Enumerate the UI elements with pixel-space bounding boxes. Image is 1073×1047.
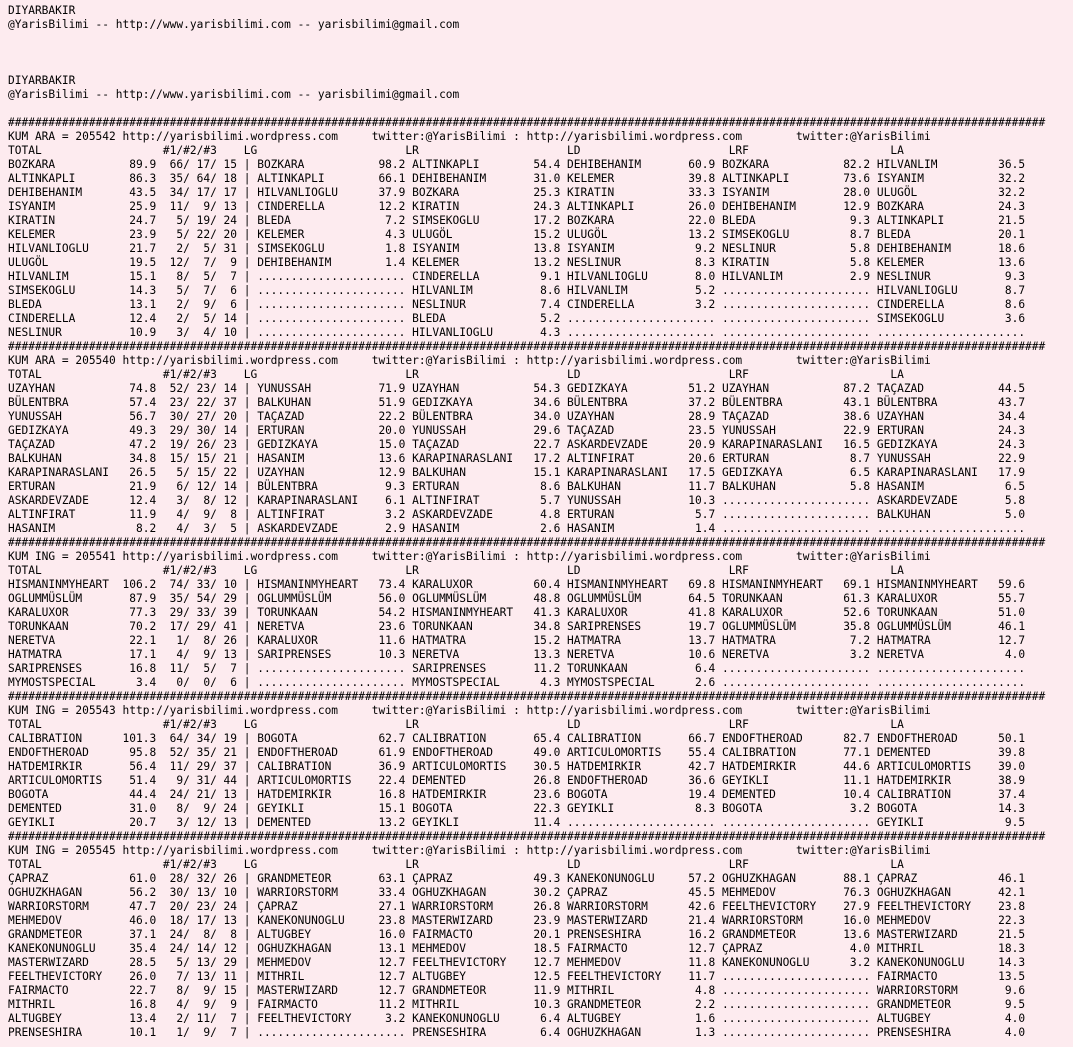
table-row: TORUNKAAN 70.2 17/ 29/ 41 | NERETVA 23.6 TORUNKAAN 34.8 SARIPRENSES 19.7 OGLUMMÜSLÜM 35.8 OGLUMMÜSLÜM 46.1 [8, 620, 1026, 633]
race-header: KUM ING = 205543 http://yarisbilimi.wordpress.com twitter:@YarisBilimi : http://yarisbilimi.wordpress.com twitter:@YarisBilimi [8, 704, 931, 717]
section-separator: ########################################################################################################################################################## [8, 340, 1046, 353]
race-header: KUM ARA = 205540 http://yarisbilimi.wordpress.com twitter:@YarisBilimi : http://yarisbilimi.wordpress.com twitter:@YarisBilimi [8, 354, 931, 367]
table-row: ALTUGBEY 13.4 2/ 11/ 7 | FEELTHEVICTORY 3.2 KANEKONUNOGLU 6.4 ALTUGBEY 1.6 ...................... ALTUGBEY 4.0 [8, 1012, 1026, 1025]
table-row: DEMENTED 31.0 8/ 9/ 24 | GEYIKLI 15.1 BOGOTA 22.3 GEYIKLI 8.3 BOGOTA 3.2 BOGOTA 14.3 [8, 802, 1026, 815]
table-row: ENDOFTHEROAD 95.8 52/ 35/ 21 | ENDOFTHEROAD 61.9 ENDOFTHEROAD 49.0 ARTICULOMORTIS 55.4 CALIBRATION 77.1 DEMENTED 39.8 [8, 746, 1026, 759]
section-separator: ########################################################################################################################################################## [8, 116, 1046, 129]
page-title: DIYARBAKIR [8, 4, 76, 17]
table-row: GRANDMETEOR 37.1 24/ 8/ 8 | ALTUGBEY 16.0 FAIRMACTO 20.1 PRENSESHIRA 16.2 GRANDMETEOR 13.6 MASTERWIZARD 21.5 [8, 928, 1026, 941]
table-row: WARRIORSTORM 47.7 20/ 23/ 24 | ÇAPRAZ 27.1 WARRIORSTORM 26.8 WARRIORSTORM 42.6 FEELTHEVICTORY 27.9 FEELTHEVICTORY 23.8 [8, 900, 1026, 913]
table-row: ERTURAN 21.9 6/ 12/ 14 | BÜLENTBRA 9.3 ERTURAN 8.6 BALKUHAN 11.7 BALKUHAN 5.8 HASANIM 6.5 [8, 480, 1026, 493]
table-row: DEHIBEHANIM 43.5 34/ 17/ 17 | HILVANLIOGLU 37.9 BOZKARA 25.3 KIRATIN 33.3 ISYANIM 28.0 ULUGÖL 32.2 [8, 186, 1026, 199]
column-header: TOTAL #1/#2/#3 LG LR LD LRF LA [8, 144, 904, 157]
table-row: BOGOTA 44.4 24/ 21/ 13 | HATDEMIRKIR 16.8 HATDEMIRKIR 23.6 BOGOTA 19.4 DEMENTED 10.4 CALIBRATION 37.4 [8, 788, 1026, 801]
table-row: SIMSEKOGLU 14.3 5/ 7/ 6 | ...................... HILVANLIM 8.6 HILVANLIM 5.2 ...................... HILVANLIOGLU 8.7 [8, 284, 1026, 297]
blank-line [8, 60, 1073, 74]
table-row: HATDEMIRKIR 56.4 11/ 29/ 37 | CALIBRATION 36.9 ARTICULOMORTIS 30.5 HATDEMIRKIR 42.7 HATDEMIRKIR 44.6 ARTICULOMORTIS 39.0 [8, 760, 1026, 773]
table-row: SARIPRENSES 16.8 11/ 5/ 7 | ...................... SARIPRENSES 11.2 TORUNKAAN 6.4 ...................... ...................... [8, 662, 1026, 675]
table-row: ALTINFIRAT 11.9 4/ 9/ 8 | ALTINFIRAT 3.2 ASKARDEVZADE 4.8 ERTURAN 5.7 ...................... BALKUHAN 5.0 [8, 508, 1026, 521]
table-row: HILVANLIM 15.1 8/ 5/ 7 | ...................... CINDERELLA 9.1 HILVANLIOGLU 8.0 HILVANLIM 2.9 NESLINUR 9.3 [8, 270, 1026, 283]
table-row: KARALUXOR 77.3 29/ 33/ 39 | TORUNKAAN 54.2 HISMANINMYHEART 41.3 KARALUXOR 41.8 KARALUXOR 52.6 TORUNKAAN 51.0 [8, 606, 1026, 619]
table-row: GEDIZKAYA 49.3 29/ 30/ 14 | ERTURAN 20.0 YUNUSSAH 29.6 TAÇAZAD 23.5 YUNUSSAH 22.9 ERTURAN 24.3 [8, 424, 1026, 437]
table-row: NESLINUR 10.9 3/ 4/ 10 | ...................... HILVANLIOGLU 4.3 ...................... ...................... ...................... [8, 326, 1026, 339]
section-separator: ########################################################################################################################################################## [8, 830, 1046, 843]
table-row: PRENSESHIRA 10.1 1/ 9/ 7 | ...................... PRENSESHIRA 6.4 OGHUZKHAGAN 1.3 ...................... PRENSESHIRA 4.0 [8, 1026, 1026, 1039]
column-header: TOTAL #1/#2/#3 LG LR LD LRF LA [8, 718, 904, 731]
table-row: BLEDA 13.1 2/ 9/ 6 | ...................... NESLINUR 7.4 CINDERELLA 3.2 ...................... CINDERELLA 8.6 [8, 298, 1026, 311]
table-row: YUNUSSAH 56.7 30/ 27/ 20 | TAÇAZAD 22.2 BÜLENTBRA 34.0 UZAYHAN 28.9 TAÇAZAD 38.6 UZAYHAN 34.4 [8, 410, 1026, 423]
table-row: NERETVA 22.1 1/ 8/ 26 | KARALUXOR 11.6 HATMATRA 15.2 HATMATRA 13.7 HATMATRA 7.2 HATMATRA 12.7 [8, 634, 1026, 647]
contact-line: @YarisBilimi -- http://www.yarisbilimi.com -- yarisbilimi@gmail.com [8, 88, 460, 101]
table-row: KIRATIN 24.7 5/ 19/ 24 | BLEDA 7.2 SIMSEKOGLU 17.2 BOZKARA 22.0 BLEDA 9.3 ALTINKAPLI 21.5 [8, 214, 1026, 227]
blank-line [8, 46, 1073, 60]
section-separator: ########################################################################################################################################################## [8, 536, 1046, 549]
table-row: HATMATRA 17.1 4/ 9/ 13 | SARIPRENSES 10.3 NERETVA 13.3 NERETVA 10.6 NERETVA 3.2 NERETVA 4.0 [8, 648, 1026, 661]
table-row: GEYIKLI 20.7 3/ 12/ 13 | DEMENTED 13.2 GEYIKLI 11.4 ...................... ...................... GEYIKLI 9.5 [8, 816, 1026, 829]
table-row: HASANIM 8.2 4/ 3/ 5 | ASKARDEVZADE 2.9 HASANIM 2.6 HASANIM 1.4 ...................... ...................... [8, 522, 1026, 535]
column-header: TOTAL #1/#2/#3 LG LR LD LRF LA [8, 564, 904, 577]
page-title: DIYARBAKIR [8, 74, 76, 87]
section-separator: ########################################################################################################################################################## [8, 690, 1046, 703]
table-row: ARTICULOMORTIS 51.4 9/ 31/ 44 | ARTICULOMORTIS 22.4 DEMENTED 26.8 ENDOFTHEROAD 36.6 GEYIKLI 11.1 HATDEMIRKIR 38.9 [8, 774, 1026, 787]
table-row: ÇAPRAZ 61.0 28/ 32/ 26 | GRANDMETEOR 63.1 ÇAPRAZ 49.3 KANEKONUNOGLU 57.2 OGHUZKHAGAN 88.1 ÇAPRAZ 46.1 [8, 872, 1026, 885]
table-row: CINDERELLA 12.4 2/ 5/ 14 | ...................... BLEDA 5.2 ...................... ...................... SIMSEKOGLU 3.6 [8, 312, 1026, 325]
race-header: KUM ING = 205545 http://yarisbilimi.wordpress.com twitter:@YarisBilimi : http://yarisbilimi.wordpress.com twitter:@YarisBilimi [8, 844, 931, 857]
table-row: BÜLENTBRA 57.4 23/ 22/ 37 | BALKUHAN 51.9 GEDIZKAYA 34.6 BÜLENTBRA 37.2 BÜLENTBRA 43.1 BÜLENTBRA 43.7 [8, 396, 1026, 409]
table-row: KARAPINARASLANI 26.5 5/ 15/ 22 | UZAYHAN 12.9 BALKUHAN 15.1 KARAPINARASLANI 17.5 GEDIZKAYA 6.5 KARAPINARASLANI 17.9 [8, 466, 1026, 479]
table-row: BOZKARA 89.9 66/ 17/ 15 | BOZKARA 98.2 ALTINKAPLI 54.4 DEHIBEHANIM 60.9 BOZKARA 82.2 HILVANLIM 36.5 [8, 158, 1026, 171]
table-row: OGLUMMÜSLÜM 87.9 35/ 54/ 29 | OGLUMMÜSLÜM 56.0 OGLUMMÜSLÜM 48.8 OGLUMMÜSLÜM 64.5 TORUNKAAN 61.3 KARALUXOR 55.7 [8, 592, 1026, 605]
table-row: KANEKONUNOGLU 35.4 24/ 14/ 12 | OGHUZKHAGAN 13.1 MEHMEDOV 18.5 FAIRMACTO 12.7 ÇAPRAZ 4.0 MITHRIL 18.3 [8, 942, 1026, 955]
column-header: TOTAL #1/#2/#3 LG LR LD LRF LA [8, 858, 904, 871]
table-row: KELEMER 23.9 5/ 22/ 20 | KELEMER 4.3 ULUGÖL 15.2 ULUGÖL 13.2 SIMSEKOGLU 8.7 BLEDA 20.1 [8, 228, 1026, 241]
table-row: MYMOSTSPECIAL 3.4 0/ 0/ 6 | ...................... MYMOSTSPECIAL 4.3 MYMOSTSPECIAL 2.6 ...................... ...................... [8, 676, 1026, 689]
table-row: FAIRMACTO 22.7 8/ 9/ 15 | MASTERWIZARD 12.7 GRANDMETEOR 11.9 MITHRIL 4.8 ...................... WARRIORSTORM 9.6 [8, 984, 1026, 997]
table-row: TAÇAZAD 47.2 19/ 26/ 23 | GEDIZKAYA 15.0 TAÇAZAD 22.7 ASKARDEVZADE 20.9 KARAPINARASLANI 16.5 GEDIZKAYA 24.3 [8, 438, 1026, 451]
table-row: ALTINKAPLI 86.3 35/ 64/ 18 | ALTINKAPLI 66.1 DEHIBEHANIM 31.0 KELEMER 39.8 ALTINKAPLI 73.6 ISYANIM 32.2 [8, 172, 1026, 185]
table-row: CALIBRATION 101.3 64/ 34/ 19 | BOGOTA 62.7 CALIBRATION 65.4 CALIBRATION 66.7 ENDOFTHEROAD 82.7 ENDOFTHEROAD 50.1 [8, 732, 1026, 745]
blank-line [8, 32, 1073, 46]
table-row: HILVANLIOGLU 21.7 2/ 5/ 31 | SIMSEKOGLU 1.8 ISYANIM 13.8 ISYANIM 9.2 NESLINUR 5.8 DEHIBEHANIM 18.6 [8, 242, 1026, 255]
table-row: HISMANINMYHEART 106.2 74/ 33/ 10 | HISMANINMYHEART 73.4 KARALUXOR 60.4 HISMANINMYHEART 69.8 HISMANINMYHEART 69.1 HISMANINMYHEART 59.6 [8, 578, 1026, 591]
table-row: OGHUZKHAGAN 56.2 30/ 13/ 10 | WARRIORSTORM 33.4 OGHUZKHAGAN 30.2 ÇAPRAZ 45.5 MEHMEDOV 76.3 OGHUZKHAGAN 42.1 [8, 886, 1026, 899]
table-row: FEELTHEVICTORY 26.0 7/ 13/ 11 | MITHRIL 12.7 ALTUGBEY 12.5 FEELTHEVICTORY 11.7 ...................... FAIRMACTO 13.5 [8, 970, 1026, 983]
race-header: KUM ARA = 205542 http://yarisbilimi.wordpress.com twitter:@YarisBilimi : http://yarisbilimi.wordpress.com twitter:@YarisBilimi [8, 130, 931, 143]
table-row: ASKARDEVZADE 12.4 3/ 8/ 12 | KARAPINARASLANI 6.1 ALTINFIRAT 5.7 YUNUSSAH 10.3 ...................... ASKARDEVZADE 5.8 [8, 494, 1026, 507]
table-row: MEHMEDOV 46.0 18/ 17/ 13 | KANEKONUNOGLU 23.8 MASTERWIZARD 23.9 MASTERWIZARD 21.4 WARRIORSTORM 16.0 MEHMEDOV 22.3 [8, 914, 1026, 927]
column-header: TOTAL #1/#2/#3 LG LR LD LRF LA [8, 368, 904, 381]
blank-line [8, 102, 1073, 116]
table-row: MASTERWIZARD 28.5 5/ 13/ 29 | MEHMEDOV 12.7 FEELTHEVICTORY 12.7 MEHMEDOV 11.8 KANEKONUNOGLU 3.2 KANEKONUNOGLU 14.3 [8, 956, 1026, 969]
table-row: MITHRIL 16.8 4/ 9/ 9 | FAIRMACTO 11.2 MITHRIL 10.3 GRANDMETEOR 2.2 ...................... GRANDMETEOR 9.5 [8, 998, 1026, 1011]
race-header: KUM ING = 205541 http://yarisbilimi.wordpress.com twitter:@YarisBilimi : http://yarisbilimi.wordpress.com twitter:@YarisBilimi [8, 550, 931, 563]
table-row: ULUGÖL 19.5 12/ 7/ 9 | DEHIBEHANIM 1.4 KELEMER 13.2 NESLINUR 8.3 KIRATIN 5.8 KELEMER 13.6 [8, 256, 1026, 269]
table-row: UZAYHAN 74.8 52/ 23/ 14 | YUNUSSAH 71.9 UZAYHAN 54.3 GEDIZKAYA 51.2 UZAYHAN 87.2 TAÇAZAD 44.5 [8, 382, 1026, 395]
table-row: ISYANIM 25.9 11/ 9/ 13 | CINDERELLA 12.2 KIRATIN 24.3 ALTINKAPLI 26.0 DEHIBEHANIM 12.9 BOZKARA 24.3 [8, 200, 1026, 213]
table-row: BALKUHAN 34.8 15/ 15/ 21 | HASANIM 13.6 KARAPINARASLANI 17.2 ALTINFIRAT 20.6 ERTURAN 8.7 YUNUSSAH 22.9 [8, 452, 1026, 465]
contact-line: @YarisBilimi -- http://www.yarisbilimi.com -- yarisbilimi@gmail.com [8, 18, 460, 31]
